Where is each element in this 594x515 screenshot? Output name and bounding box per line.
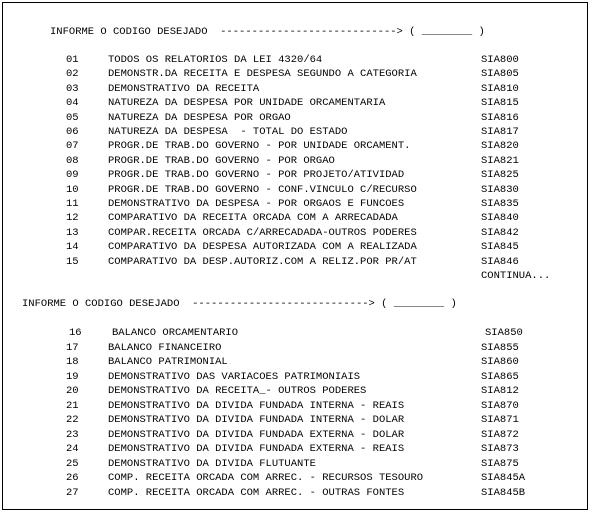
report-description[interactable]: DEMONSTRATIVO DAS VARIACOES PATRIMONIAIS [108, 370, 361, 383]
report-code: SIA810 [481, 82, 519, 95]
report-number: 20 [66, 385, 79, 397]
report-number: 24 [66, 443, 79, 455]
report-number: 16 [69, 327, 82, 339]
report-code: SIA842 [481, 226, 519, 239]
report-number: 25 [66, 457, 79, 470]
report-number: 27 [66, 486, 79, 499]
report-code: SIA817 [481, 126, 519, 138]
report-description[interactable]: DEMONSTRATIVO DA RECEITA_- OUTROS PODERES [108, 385, 367, 397]
report-number: 23 [66, 428, 79, 441]
report-code: SIA860 [481, 356, 519, 368]
report-code: SIA850 [485, 327, 523, 339]
report-number: 02 [66, 68, 79, 81]
report-number: 06 [66, 126, 79, 138]
report-code: SIA840 [481, 212, 519, 225]
report-code: SIA873 [481, 443, 519, 455]
report-number: 07 [66, 140, 79, 153]
report-number: 09 [66, 169, 79, 182]
report-code: SIA800 [481, 54, 519, 66]
report-number: 11 [66, 198, 79, 210]
report-code: SIA805 [481, 68, 519, 81]
report-number: 08 [66, 154, 79, 167]
report-code: SIA845 [481, 241, 519, 254]
code-prompt-2[interactable]: INFORME O CODIGO DESEJADO ----------------------------> ( ________ ) [22, 298, 457, 310]
report-description[interactable]: BALANCO FINANCEIRO [108, 341, 222, 354]
report-description[interactable]: DEMONSTRATIVO DA RECEITA [108, 82, 260, 95]
report-code: SIA815 [481, 97, 519, 110]
report-description[interactable]: PROGR.DE TRAB.DO GOVERNO - POR ORGAO [108, 154, 335, 167]
report-number: 14 [66, 241, 79, 254]
report-description[interactable]: DEMONSTRATIVO DA DIVIDA FUNDADA INTERNA - REAIS [108, 399, 405, 412]
report-description[interactable]: TODOS OS RELATORIOS DA LEI 4320/64 [108, 54, 323, 66]
report-number: 10 [66, 183, 79, 196]
report-code: SIA816 [481, 111, 519, 124]
report-description[interactable]: NATUREZA DA DESPESA POR UNIDADE ORCAMENTARIA [108, 97, 386, 110]
report-number: 18 [66, 356, 79, 368]
report-number: 01 [66, 54, 79, 66]
report-description[interactable]: DEMONSTR.DA RECEITA E DESPESA SEGUNDO A CATEGORIA [108, 68, 417, 81]
report-code: SIA835 [481, 198, 519, 210]
report-code: SIA865 [481, 370, 519, 383]
report-number: 12 [66, 212, 79, 225]
report-description[interactable]: PROGR.DE TRAB.DO GOVERNO - POR PROJETO/ATIVIDAD [108, 169, 405, 182]
report-code: SIA870 [481, 399, 519, 412]
report-code: SIA871 [481, 414, 519, 426]
report-number: 26 [66, 472, 79, 484]
continue-indicator: CONTINUA... [481, 270, 551, 282]
report-description[interactable]: COMPAR.RECEITA ORCADA C/ARRECADADA-OUTROS PODERES [108, 226, 417, 239]
report-description[interactable]: COMP. RECEITA ORCADA COM ARREC. - OUTRAS FONTES [108, 486, 405, 499]
report-number: 05 [66, 111, 79, 124]
report-description[interactable]: DEMONSTRATIVO DA DIVIDA FUNDADA INTERNA - DOLAR [108, 414, 405, 426]
report-number: 22 [66, 414, 79, 426]
report-number: 13 [66, 226, 79, 239]
code-prompt-1[interactable]: INFORME O CODIGO DESEJADO ----------------------------> ( ________ ) [50, 26, 485, 38]
report-code: SIA821 [481, 154, 519, 167]
report-code: SIA872 [481, 428, 519, 441]
report-description[interactable]: NATUREZA DA DESPESA - TOTAL DO ESTADO [108, 126, 348, 138]
report-description[interactable]: BALANCO ORCAMENTARIO [112, 327, 239, 339]
report-description[interactable]: DEMONSTRATIVO DA DIVIDA FLUTUANTE [108, 457, 316, 470]
report-code: SIA812 [481, 385, 519, 397]
report-code: SIA820 [481, 140, 519, 153]
report-code: SIA830 [481, 183, 519, 196]
report-description[interactable]: COMP. RECEITA ORCADA COM ARREC. - RECURSOS TESOURO [108, 472, 424, 484]
report-number: 03 [66, 82, 79, 95]
report-description[interactable]: COMPARATIVO DA DESP.AUTORIZ.COM A RELIZ.POR PR/AT [108, 255, 417, 268]
report-description[interactable]: COMPARATIVO DA RECEITA ORCADA COM A ARRECADADA [108, 212, 398, 225]
report-number: 15 [66, 255, 79, 268]
report-description[interactable]: BALANCO PATRIMONIAL [108, 356, 228, 368]
report-number: 21 [66, 399, 79, 412]
report-description[interactable]: COMPARATIVO DA DESPESA AUTORIZADA COM A REALIZADA [108, 241, 417, 254]
report-description[interactable]: DEMONSTRATIVO DA DIVIDA FUNDADA EXTERNA - DOLAR [108, 428, 405, 441]
report-number: 04 [66, 97, 79, 110]
report-code: SIA825 [481, 169, 519, 182]
report-description[interactable]: PROGR.DE TRAB.DO GOVERNO - POR UNIDADE ORCAMENT. [108, 140, 411, 153]
report-number: 19 [66, 370, 79, 383]
report-code: SIA846 [481, 255, 519, 268]
report-description[interactable]: DEMONSTRATIVO DA DIVIDA FUNDADA EXTERNA - REAIS [108, 443, 405, 455]
report-description[interactable]: PROGR.DE TRAB.DO GOVERNO - CONF.VINCULO C/RECURSO [108, 183, 417, 196]
report-code: SIA855 [481, 341, 519, 354]
report-code: SIA875 [481, 457, 519, 470]
report-code: SIA845B [481, 486, 526, 499]
report-number: 17 [66, 341, 79, 354]
report-description[interactable]: DEMONSTRATIVO DA DESPESA - POR ORGAOS E FUNCOES [108, 198, 405, 210]
report-description[interactable]: NATUREZA DA DESPESA POR ORGAO [108, 111, 291, 124]
report-code: SIA845A [481, 472, 526, 484]
